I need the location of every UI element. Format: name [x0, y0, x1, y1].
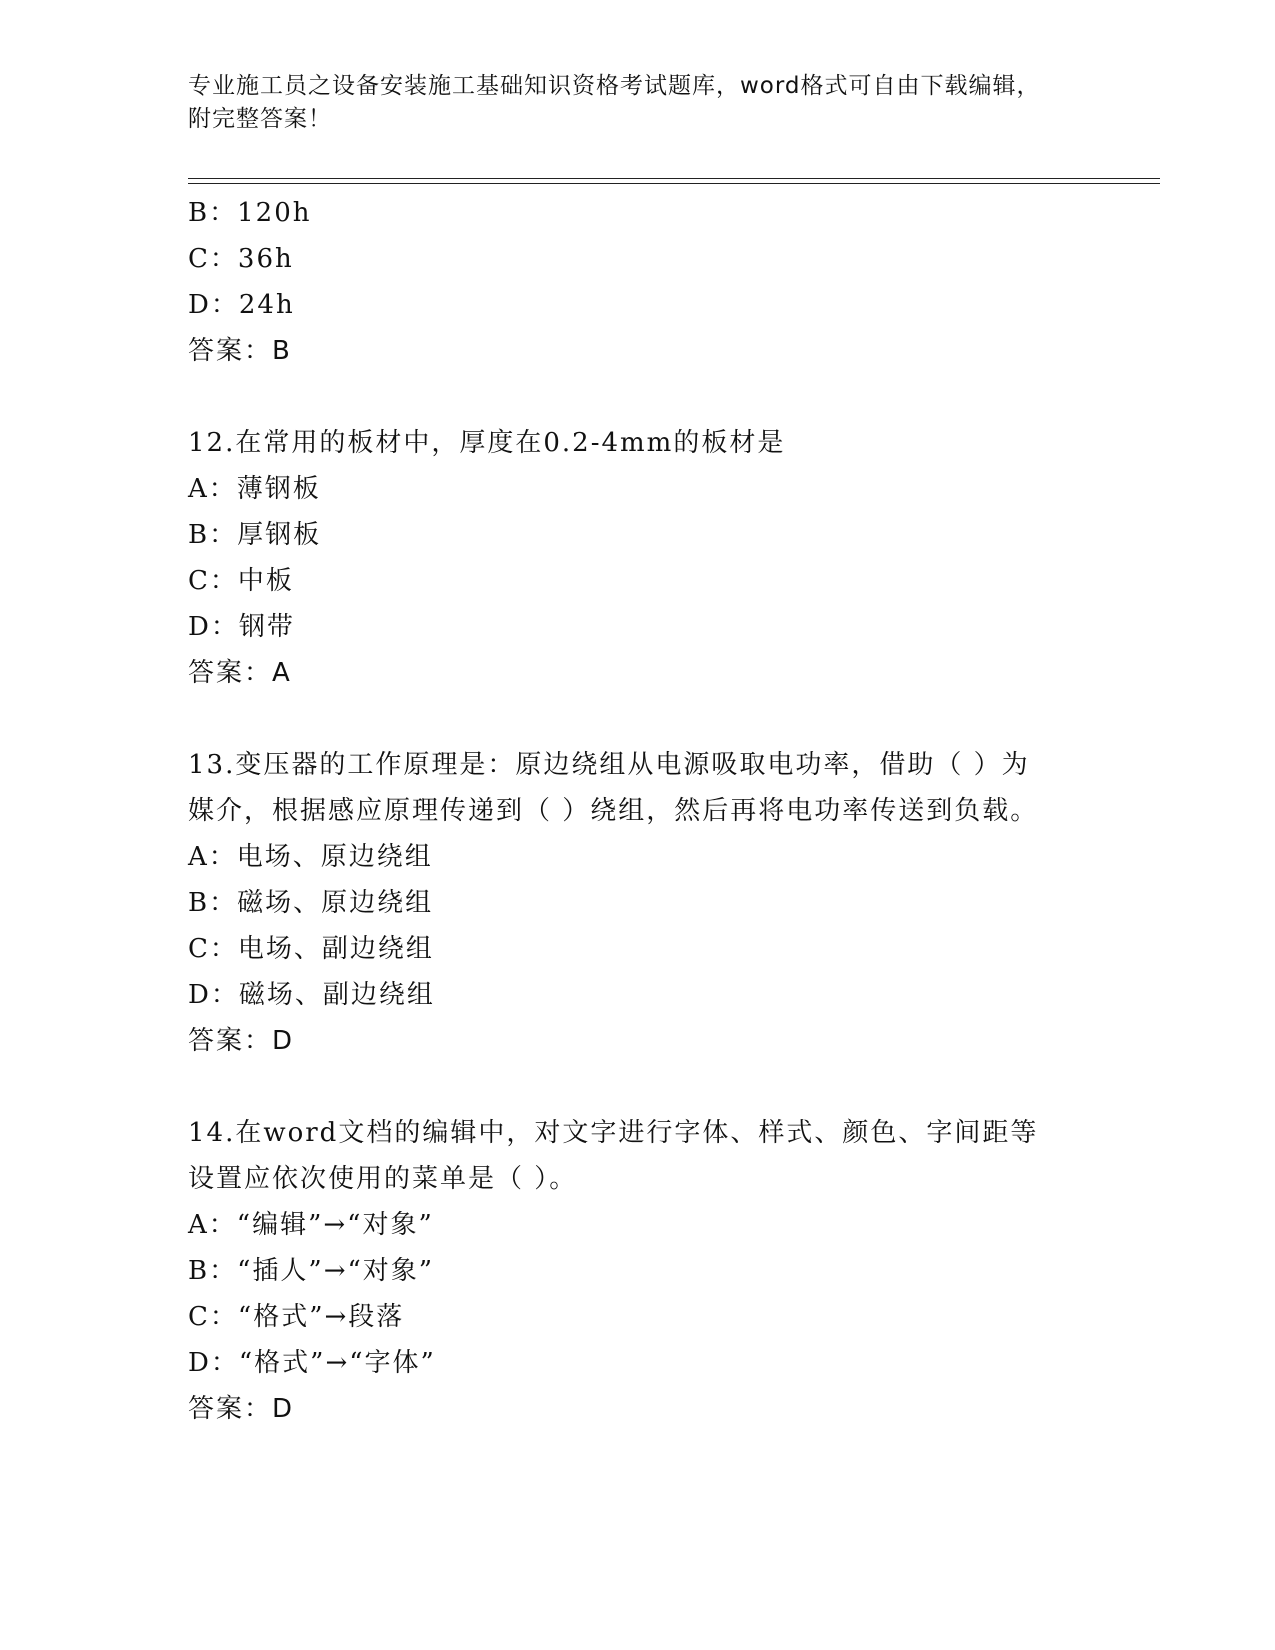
option-text: 电场、副边绕组 [237, 934, 434, 964]
option-letter: D： [188, 290, 239, 320]
option-letter: B： [188, 520, 238, 550]
option-text: 厚钢板 [237, 520, 322, 550]
option-text: 磁场、副边绕组 [238, 980, 435, 1010]
option-text: “编辑”→“对象” [236, 1210, 434, 1240]
option-letter: B： [188, 1256, 238, 1286]
spacer [188, 374, 1088, 420]
question-12 [188, 420, 1088, 696]
option-letter: C： [188, 244, 238, 274]
option-a [188, 1202, 1088, 1248]
option-letter: C： [188, 934, 238, 964]
option-letter: D： [188, 1348, 239, 1378]
option-c [188, 236, 1088, 282]
spacer [188, 1064, 1088, 1110]
header-line-1: 专业施工员之设备安装施工基础知识资格考试题库，word格式可自由下载编辑， [188, 73, 1041, 99]
option-c [188, 1294, 1088, 1340]
question-content [188, 190, 1088, 1432]
option-d [188, 282, 1088, 328]
option-text: 24h [238, 290, 295, 320]
question-11-continued [188, 190, 1088, 374]
option-text: 36h [237, 244, 294, 274]
option-b [188, 1248, 1088, 1294]
option-letter: A： [188, 842, 237, 872]
answer-line: 答案：D [188, 1394, 295, 1424]
header-rule-bottom [188, 183, 1160, 184]
option-text: “格式”→段落 [237, 1302, 405, 1332]
answer-line: 答案：D [188, 1026, 295, 1056]
question-stem-line-2: 设置应依次使用的菜单是（ ）。 [188, 1164, 578, 1194]
option-letter: C： [188, 1302, 238, 1332]
option-text: 钢带 [238, 612, 295, 642]
option-a [188, 466, 1088, 512]
question-stem-line-1: 13.变压器的工作原理是：原边绕组从电源吸取电功率，借助（ ）为 [188, 750, 1030, 780]
spacer [188, 696, 1088, 742]
option-letter: B： [188, 198, 238, 228]
option-letter: D： [188, 612, 239, 642]
option-letter: D： [188, 980, 239, 1010]
option-letter: B： [188, 888, 238, 918]
option-b [188, 512, 1088, 558]
option-text: 磁场、原边绕组 [237, 888, 434, 918]
option-text: 薄钢板 [236, 474, 321, 504]
answer-line: 答案：B [188, 336, 292, 366]
option-d [188, 1340, 1088, 1386]
option-letter: A： [188, 474, 237, 504]
page-header [188, 70, 1088, 136]
option-text: 电场、原边绕组 [236, 842, 433, 872]
option-a [188, 834, 1088, 880]
header-line-2: 附完整答案！ [188, 106, 332, 132]
option-text: “插人”→“对象” [237, 1256, 435, 1286]
header-rule-top [188, 178, 1160, 179]
option-letter: C： [188, 566, 238, 596]
option-letter: A： [188, 1210, 237, 1240]
option-b [188, 190, 1088, 236]
option-b [188, 880, 1088, 926]
question-stem-line-1: 14.在word文档的编辑中，对文字进行字体、样式、颜色、字间距等 [188, 1118, 1039, 1148]
option-c [188, 558, 1088, 604]
question-13 [188, 742, 1088, 1064]
option-d [188, 972, 1088, 1018]
option-d [188, 604, 1088, 650]
question-14 [188, 1110, 1088, 1432]
option-text: 中板 [237, 566, 294, 596]
option-text: “格式”→“字体” [238, 1348, 436, 1378]
option-c [188, 926, 1088, 972]
answer-line: 答案：A [188, 658, 292, 688]
question-stem: 12.在常用的板材中，厚度在0.2-4mm的板材是 [188, 428, 786, 458]
option-text: 120h [237, 198, 312, 228]
question-stem-line-2: 媒介，根据感应原理传递到（ ）绕组，然后再将电功率传送到负载。 [188, 796, 1039, 826]
